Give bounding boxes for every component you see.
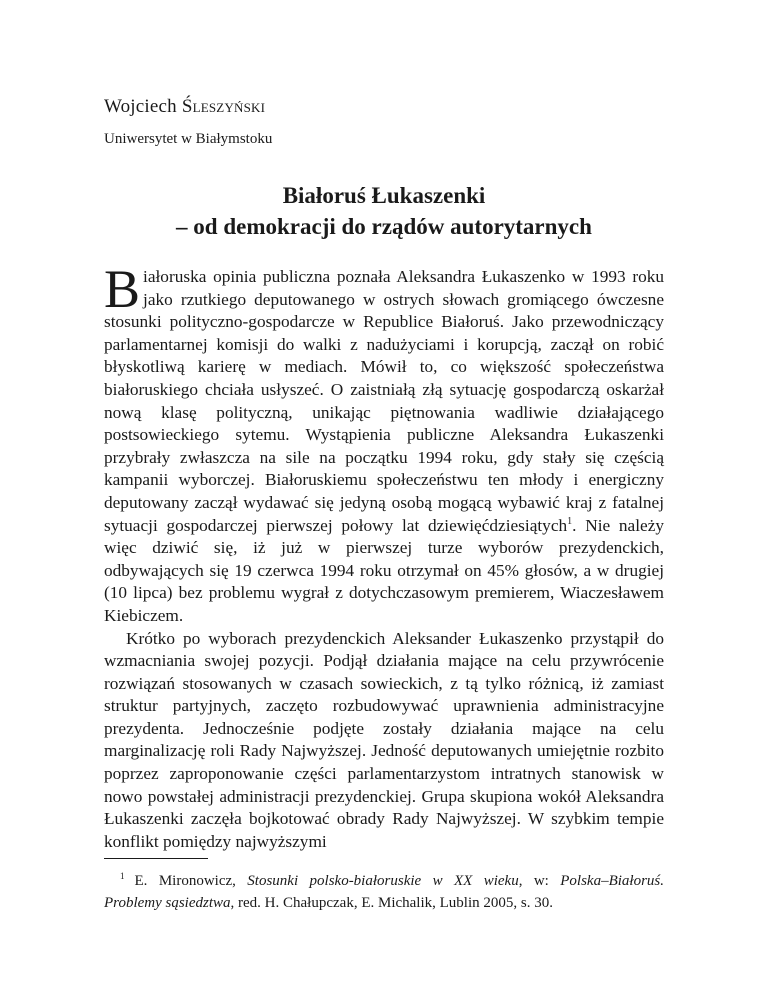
footnote-book-title: Polska–Białoruś. Problemy sąsiedztwa xyxy=(104,873,665,911)
footnote-reference[interactable]: 1 xyxy=(567,515,573,527)
footnote-divider xyxy=(104,858,208,859)
paragraph-2: Krótko po wyborach prezydenckich Aleksander Łukaszenko przystąpił do wzmacniania swojej pozycji. Podjął działania mające na celu przywrócenie rozwiązań stosowanych w czasach sowieckich, z tą tylko różnicą, iż zamiast struktur partyjnych, zaczęto rozbudowywać uprawnienia administracyjne prezydenta. Jednocześnie podjęte zostały działania mające na celu marginalizację roli Rady Najwyższej. Jedność deputowanych umiejętnie rozbito poprzez zaproponowanie części parlamentarzystom intratnych stanowisk w nowo powstałej administracji prezydenckiej. Grupa skupiona wokół Aleksandra Łukaszenki zaczęła bojkotować obrady Rady Najwyższej. W szybkim tempie konflikt pomiędzy najwyższymi xyxy=(104,628,664,851)
drop-cap: B xyxy=(104,259,141,319)
paragraph-1 xyxy=(104,259,665,628)
footnote-work-title: Stosunki polsko-białoruskie w XX wieku xyxy=(247,873,519,889)
article-title xyxy=(0,180,768,242)
footnote xyxy=(104,870,664,914)
article-body xyxy=(104,259,665,853)
author-affiliation: Uniwersytet w Białymstoku xyxy=(104,131,273,147)
footnote-author: E. Mironowicz, xyxy=(134,873,236,889)
paragraph-1-text-a: iałoruska opinia publiczna poznała Aleksandra Łukaszenko w 1993 roku jako rzutkiego deputowanego w ostrych słowach gromiącego ówczesne stosunki polityczno-gospodarcze w Republice Białoruś. Jako przewodniczący parlamentarnej komisji do walki z nadużyciami i korupcją, zaczął on robić błyskotliwą karierę w mediach. Mówił to, co większość społeczeństwa białoruskiego chciała usłyszeć. O zaistniałą złą sytuację gospodarczą oskarżał nową klasę polityczną, unikając piętnowania wadliwie działającego postsowieckiego sytemu. Wystąpienia publiczne Aleksandra Łukaszenki przybrały zwłaszcza na sile na początku 1994 roku, gdy stały się częścią kampanii wyborczej. Białoruskiemu społeczeństwu ten młody i energiczny deputowany zaczął wydawać się jedyną osobą mogącą wybawić kraj z fatalnej sytuacji gospodarczej pierwszej połowy lat dziewięćdziesiątych xyxy=(104,267,664,535)
author-last-name: Śleszyński xyxy=(181,96,266,117)
paragraph-1-text-b: . Nie należy więc dziwić się, iż już w pierwszej turze wyborów prezydenckich, odbywających się 19 czerwca 1994 roku otrzymał on 45% głosów, a w drugiej (10 lipca) bez problemu wygrał z dotychczasowym premierem, Wiaczesławem Kiebiczem. xyxy=(104,515,665,625)
author-name xyxy=(104,96,265,118)
title-line-2: – od demokracji do rządów autorytarnych xyxy=(176,214,592,239)
footnote-in-label: , w: xyxy=(518,873,549,889)
footnote-number: 1 xyxy=(120,871,125,881)
footnote-details: , red. H. Chałupczak, E. Michalik, Lublin 2005, s. 30. xyxy=(230,895,553,911)
author-first-name: Wojciech xyxy=(104,96,177,117)
title-line-1: Białoruś Łukaszenki xyxy=(282,183,486,208)
